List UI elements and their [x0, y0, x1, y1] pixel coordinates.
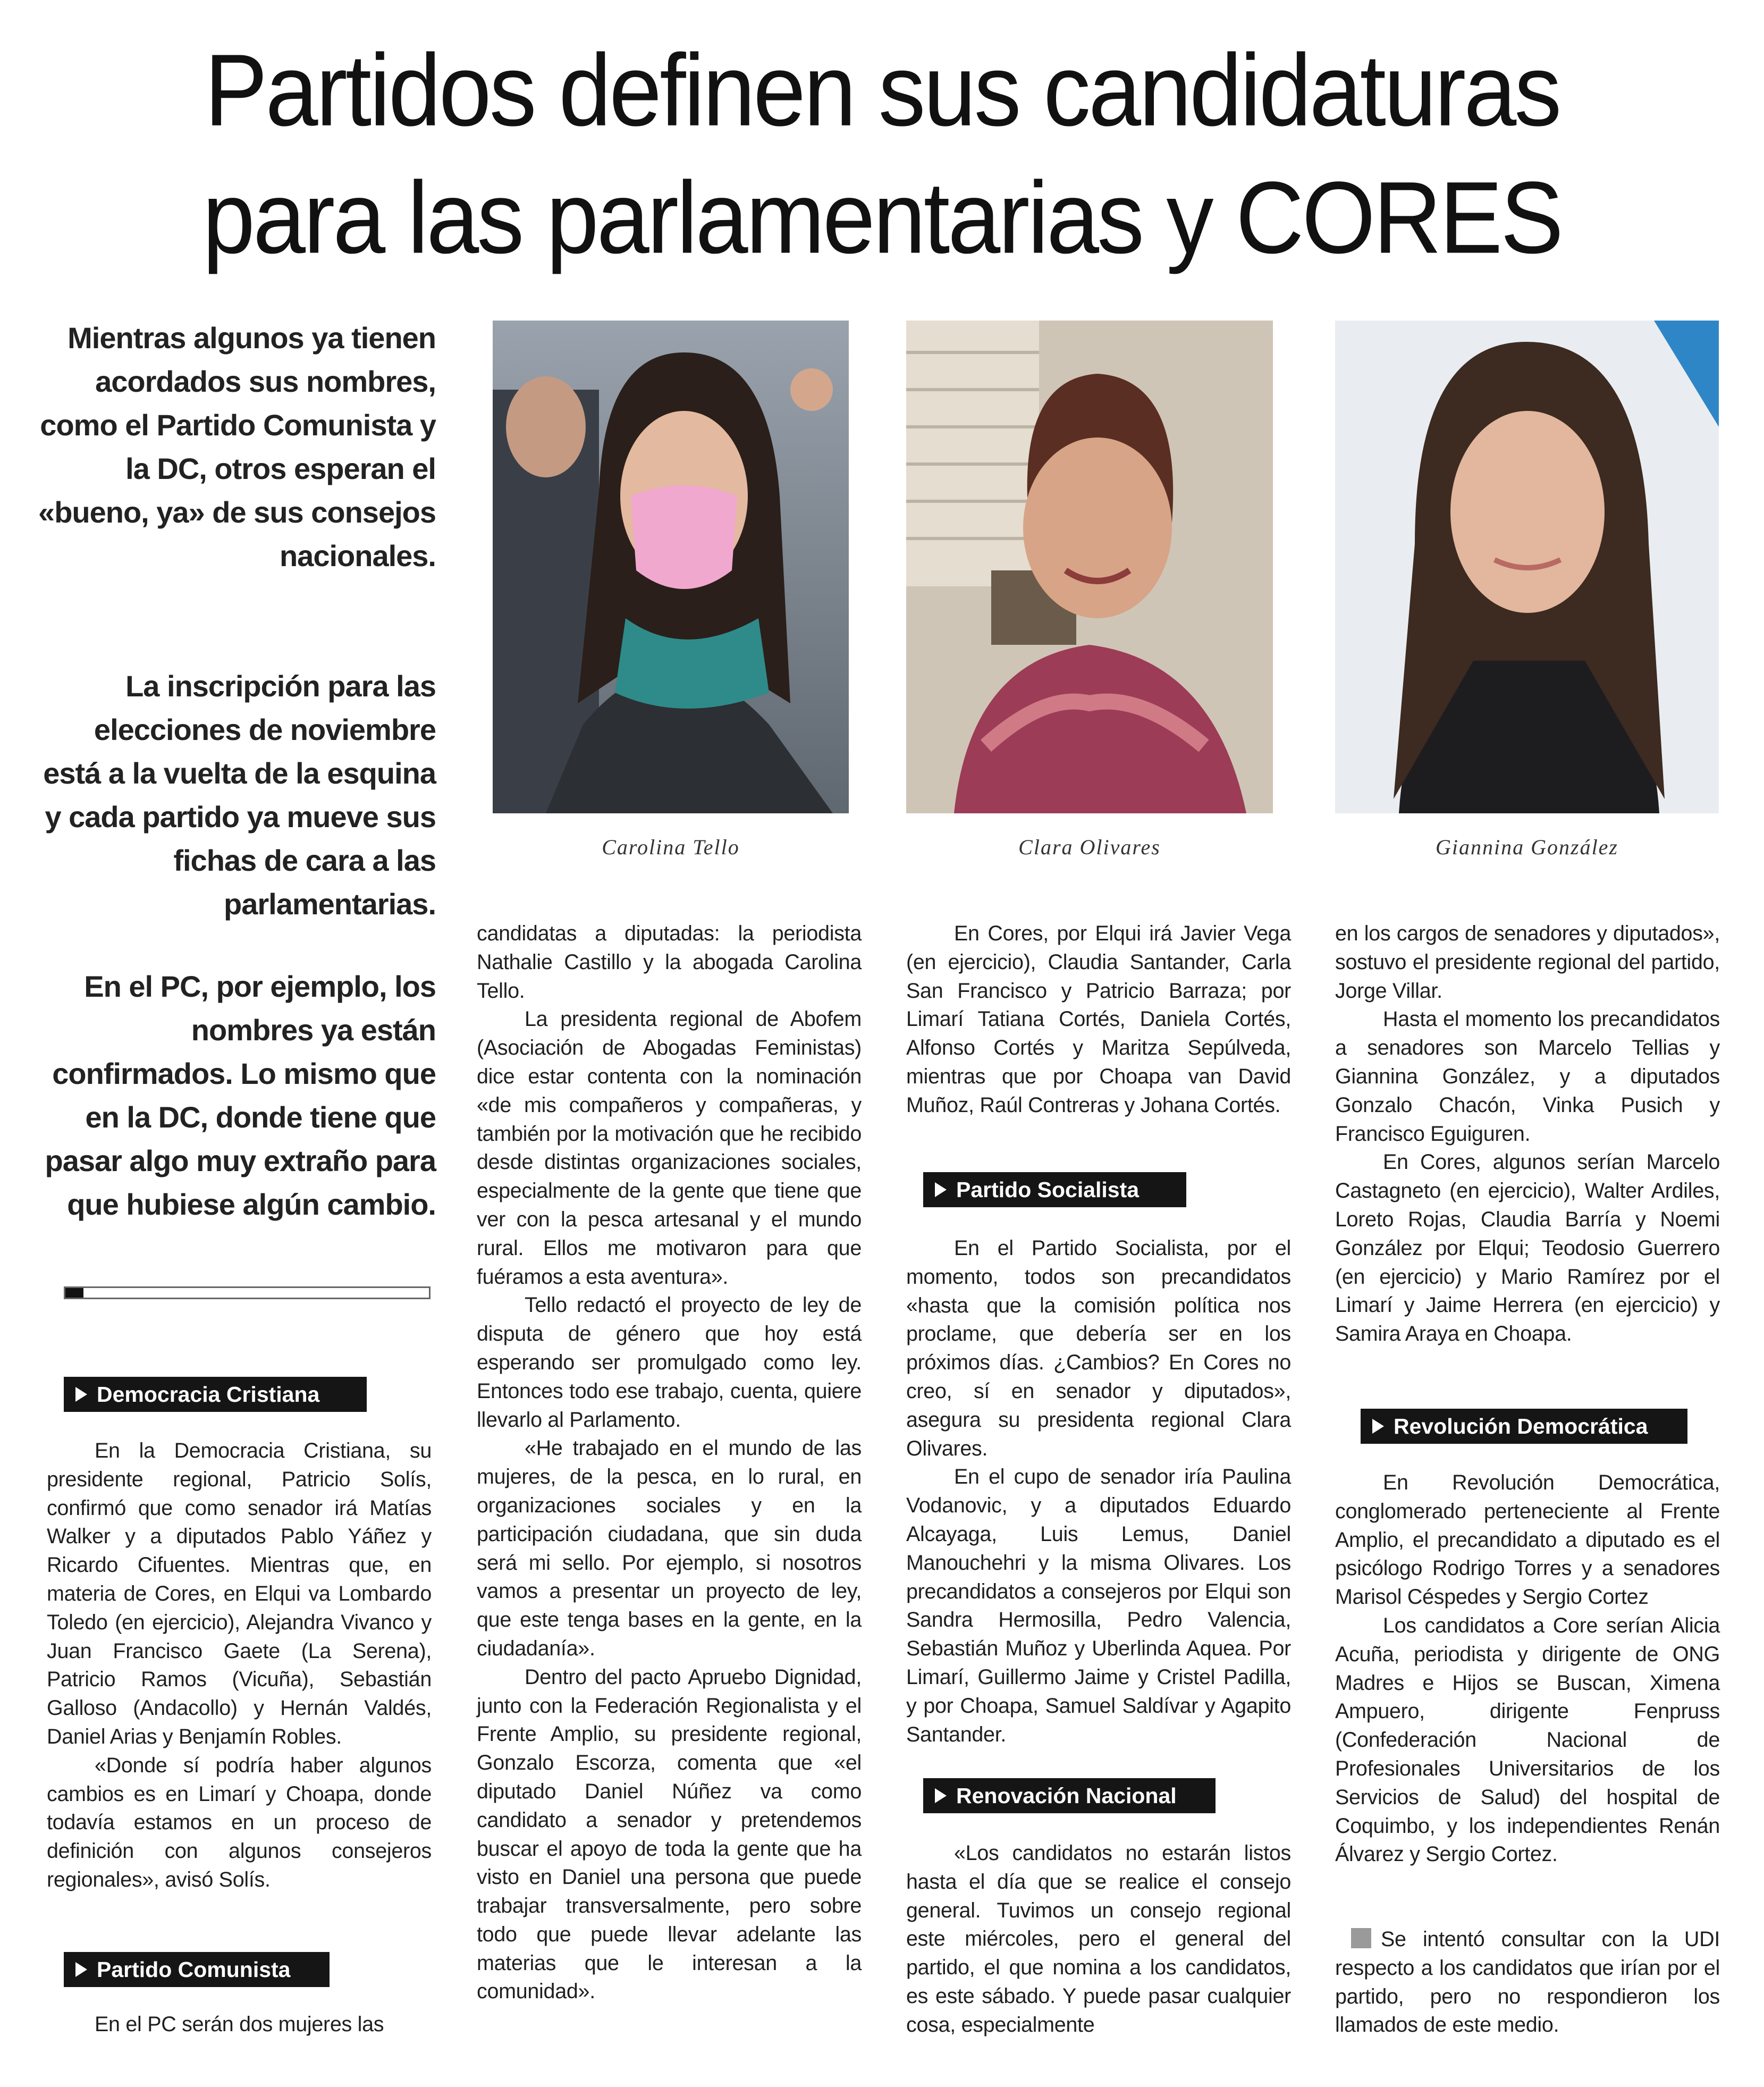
- column-3-rn-text: [906, 1839, 1291, 2040]
- column-3-ps-text: [906, 1234, 1291, 1749]
- paragraph: En Cores, algunos serían Marcelo Castagneto (en ejercicio), Walter Ardiles, Loreto Rojas, Claudia Barría y Noemi González por Elqui; Teodosio Guerrero (en ejercicio) y Mario Ramírez por el Limarí y Jaime Herrera (en ejercicio) y Samira Araya en Choapa.: [1335, 1150, 1720, 1346]
- paragraph: En el Partido Socialista, por el momento, todos son precandidatos «hasta que la comisión política nos proclame, que debería ser en los próximos días. ¿Cambios? En Cores no creo, sí en senador y diputados», asegura su presidenta regional Clara Olivares.: [906, 1236, 1291, 1460]
- column-2-text: [477, 920, 862, 2006]
- paragraph: «Los candidatos no estarán listos hasta el día que se realice el consejo general. Tuvimos un consejo regional este miércoles, pero el general del partido, el que nomina a los candidatos, es este sábado. Y puede pasar cualquier cosa, especialmente: [906, 1841, 1291, 2036]
- paragraph: En Revolución Democrática, conglomerado perteneciente al Frente Amplio, el precandidato a diputado es el psicólogo Rodrigo Torres y a senadores Marisol Céspedes y Sergio Cortez: [1335, 1471, 1720, 1609]
- paragraph: Los candidatos a Core serían Alicia Acuña, periodista y dirigente de ONG Madres e Hijos se Buscan, Ximena Ampuero, dirigente Fenpruss (Confederación Nacional de Profesionales Universitarios de los Servicios de Salud) del hospital de Coquimbo, y los independientes Renán Álvarez y Sergio Cortez.: [1335, 1613, 1720, 1866]
- section-arrow-icon: [1372, 1419, 1384, 1434]
- paragraph: Hasta el momento los precandidatos a senadores son Marcelo Tellias y Giannina González, y a diputados Gonzalo Chacón, Vinka Pusich y Francisco Eguiguren.: [1335, 1007, 1720, 1146]
- section-title: Renovación Nacional: [956, 1783, 1177, 1808]
- column-1-pc-text: [47, 2010, 432, 2039]
- paragraph: en los cargos de senadores y diputados», sostuvo el presidente regional del partido, Jorge Villar.: [1335, 922, 1720, 1003]
- section-head-renovacion-nacional: [923, 1778, 1216, 1813]
- paragraph: En Cores, por Elqui irá Javier Vega (en ejercicio), Claudia Santander, Carla San Francisco y Patricio Barraza; por Limarí Tatiana Cortés, Daniela Cortés, Alfonso Cortés y Maritza Sepúlveda, mientras que por Choapa van David Muñoz, Raúl Contreras y Johana Cortés.: [906, 922, 1291, 1117]
- section-title: Revolución Democrática: [1394, 1414, 1648, 1438]
- photo-caption-1: Carolina Tello: [602, 835, 740, 859]
- paragraph: «He trabajado en el mundo de las mujeres, de la pesca, en lo rural, en organizaciones sociales y en la participación ciudadana, que sin duda será mi sello. Por ejemplo, si nosotros vamos a presentar un proyecto de ley, que este tenga bases en la gente, en la ciudadanía».: [477, 1436, 862, 1660]
- paragraph: En el cupo de senador iría Paulina Vodanovic, y a diputados Eduardo Alcayaga, Luis Lemus, Daniel Manouchehri y la misma Olivares. Los precandidatos a consejeros por Elqui son Sandra Hermosilla, Pedro Valencia, Sebastián Muñoz y Uberlinda Aquea. Por Limarí, Guillermo Jaime y Cristel Padilla, y por Choapa, Samuel Saldívar y Agapito Santander.: [906, 1465, 1291, 1746]
- paragraph: «Donde sí podría haber algunos cambios es en Limarí y Choapa, donde todavía estamos en un proceso de definición con algunos consejeros regionales», avisó Solís.: [47, 1753, 432, 1891]
- photo-carolina-tello: [493, 321, 849, 813]
- headline-line-2: para las parlamentarias y CORES: [202, 160, 1562, 275]
- paragraph: En la Democracia Cristiana, su presidente regional, Patricio Solís, confirmó que como senador irá Matías Walker y a diputados Pablo Yáñez y Ricardo Cifuentes. Mientras que, en materia de Cores, en Elqui va Lombardo Toledo (en ejercicio), Alejandra Vivanco y Juan Francisco Gaete (La Serena), Patricio Ramos (Vicuña), Sebastián Galloso (Andacollo) y Hernán Valdés, Daniel Arias y Benjamín Robles.: [47, 1439, 432, 1748]
- photo-clara-olivares: [906, 321, 1273, 813]
- section-arrow-icon: [75, 1962, 87, 1977]
- headline: [0, 27, 1764, 282]
- section-head-partido-socialista: [923, 1172, 1186, 1207]
- section-head-democracia-cristiana: [64, 1377, 367, 1412]
- paragraph: candidatas a diputadas: la periodista Nathalie Castillo y la abogada Carolina Tello.: [477, 922, 862, 1003]
- paragraph: Dentro del pacto Apruebo Dignidad, junto con la Federación Regionalista y el Frente Amplio, su presidente regional, Gonzalo Escorza, comenta que «el diputado Daniel Núñez va como candidato a senador y pretendemos buscar el apoyo de toda la gente que ha visto en Daniel una persona que puede trabajar transversalmente, pero sobre todo que puede llevar adelante las materias que le interesan a la comunidad».: [477, 1665, 862, 2004]
- section-head-partido-comunista: [64, 1952, 330, 1987]
- paragraph: La presidenta regional de Abofem (Asociación de Abogadas Feministas) dice estar contenta con la nominación «de mis compañeros y compañeras, y también por la motivación que he recibido desde distintas organizaciones sociales, especialmente de la gente que tiene que ver con la pesca artesanal y el mundo rural. Ellos me motivaron para que fuéramos a esta aventura».: [477, 1007, 862, 1289]
- section-arrow-icon: [935, 1788, 947, 1803]
- headline-line-1: Partidos definen sus candidaturas: [204, 32, 1560, 147]
- photo-caption-2: Clara Olivares: [1018, 835, 1161, 859]
- column-4-note: [1335, 1925, 1720, 2040]
- lead-divider-bar-fill: [65, 1288, 83, 1298]
- note-square-icon: [1351, 1928, 1371, 1948]
- section-head-revolucion-democratica: [1361, 1409, 1687, 1444]
- lead-divider-bar: [64, 1286, 431, 1299]
- lead-paragraph-1: Mientras algunos ya tienen acordados sus nombres, como el Partido Comunista y la DC, otros esperan el «bueno, ya» de sus consejos nacionales.: [38, 321, 436, 573]
- lead-paragraph-3: En el PC, por ejemplo, los nombres ya están confirmados. Lo mismo que en la DC, donde tiene que pasar algo muy extraño para que hubiese algún cambio.: [45, 970, 436, 1221]
- column-3-cores-text: [906, 920, 1291, 1120]
- section-arrow-icon: [75, 1387, 87, 1402]
- photo-caption-3: Giannina González: [1436, 835, 1618, 859]
- photo-giannina-gonzalez: [1335, 321, 1719, 813]
- section-title: Partido Socialista: [956, 1177, 1140, 1202]
- paragraph: En el PC serán dos mujeres las: [95, 2013, 384, 2036]
- section-title: Democracia Cristiana: [97, 1382, 320, 1407]
- note-paragraph: [1335, 1925, 1720, 2040]
- lead-paragraph-2: La inscripción para las elecciones de noviembre está a la vuelta de la esquina y cada partido ya mueve sus fichas de cara a las parlamentarias.: [43, 669, 436, 921]
- note-text: Se intentó consultar con la UDI respecto a los candidatos que irían por el partido, pero no respondieron los llamados de este medio.: [1335, 1928, 1720, 2037]
- section-title: Partido Comunista: [97, 1957, 291, 1982]
- column-1-dc-text: [47, 1437, 432, 1895]
- column-4-rd-text: [1335, 1469, 1720, 1869]
- column-4-rn-text: [1335, 920, 1720, 1349]
- paragraph: Tello redactó el proyecto de ley de disputa de género que hoy está esperando ser promulgado como ley. Entonces todo ese trabajo, cuenta, quiere llevarlo al Parlamento.: [477, 1293, 862, 1432]
- section-arrow-icon: [935, 1182, 947, 1197]
